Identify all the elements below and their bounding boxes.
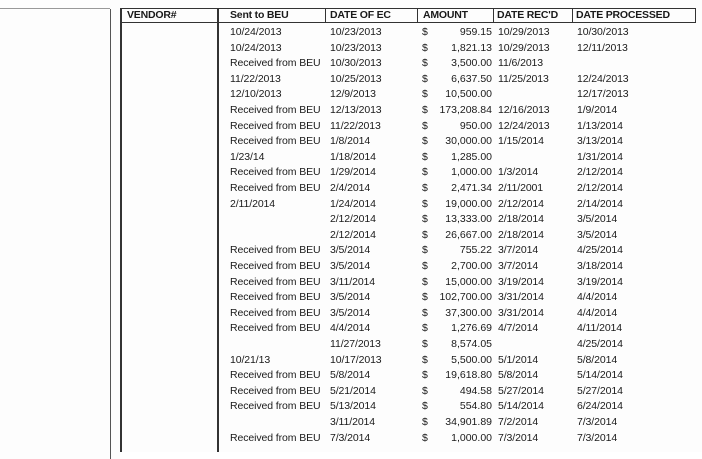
currency-symbol: $	[422, 104, 428, 116]
date-of-ec-cell: 5/21/2014	[330, 385, 376, 397]
page-cut-edge	[120, 452, 702, 459]
sent-to-beu-cell: 12/10/2013	[230, 88, 282, 100]
header-sep-2	[417, 8, 418, 23]
date-of-ec-cell: 3/11/2014	[330, 416, 376, 428]
date-recd-cell: 3/7/2014	[498, 260, 539, 272]
amount-cell: 19,000.00	[445, 198, 492, 210]
sent-to-beu-cell: Received from BEU	[230, 104, 321, 116]
date-recd-cell: 4/7/2014	[498, 322, 539, 334]
date-of-ec-cell: 11/22/2013	[330, 120, 381, 132]
amount-cell: 1,000.00	[451, 166, 492, 178]
date-recd-cell: 11/6/2013	[498, 57, 544, 69]
amount-cell: 1,000.00	[451, 432, 492, 444]
header-sep-5	[695, 8, 696, 23]
date-of-ec-cell: 4/4/2014	[330, 322, 371, 334]
sent-to-beu-cell: Received from BEU	[230, 322, 321, 334]
date-processed-cell: 12/11/2013	[577, 42, 628, 54]
date-processed-cell: 4/25/2014	[577, 244, 623, 256]
top-border-line	[0, 8, 110, 9]
left-border-line	[110, 9, 111, 459]
currency-symbol: $	[422, 369, 428, 381]
date-of-ec-cell: 10/25/2013	[330, 73, 382, 85]
date-of-ec-cell: 3/5/2014	[330, 260, 371, 272]
sent-to-beu-cell: Received from BEU	[230, 260, 321, 272]
date-of-ec-cell: 10/23/2013	[330, 42, 382, 54]
date-recd-cell: 3/19/2014	[498, 276, 544, 288]
date-processed-cell: 3/19/2014	[577, 276, 623, 288]
date-of-ec-cell: 2/12/2014	[330, 229, 376, 241]
amount-cell: 6,637.50	[451, 73, 492, 85]
amount-cell: 102,700.00	[439, 291, 492, 303]
sent-to-beu-cell: 2/11/2014	[230, 198, 276, 210]
date-of-ec-cell: 7/3/2014	[330, 432, 371, 444]
currency-symbol: $	[422, 120, 428, 132]
sent-to-beu-cell: Received from BEU	[230, 291, 321, 303]
sent-to-beu-cell: Received from BEU	[230, 400, 321, 412]
date-processed-cell: 3/18/2014	[577, 260, 623, 272]
header-sent-to-beu: Sent to BEU	[230, 9, 289, 21]
amount-cell: 10,500.00	[445, 88, 492, 100]
currency-symbol: $	[422, 213, 428, 225]
currency-symbol: $	[422, 354, 428, 366]
amount-cell: 15,000.00	[445, 276, 492, 288]
date-of-ec-cell: 11/27/2013	[330, 338, 381, 350]
currency-symbol: $	[422, 57, 428, 69]
header-date-recd: DATE REC'D	[497, 9, 558, 21]
amount-cell: 13,333.00	[445, 213, 492, 225]
date-processed-cell: 2/12/2014	[577, 166, 623, 178]
amount-cell: 494.58	[459, 385, 492, 397]
date-recd-cell: 5/14/2014	[498, 400, 544, 412]
date-recd-cell: 2/11/2001	[498, 182, 544, 194]
date-processed-cell: 7/3/2014	[577, 416, 618, 428]
date-recd-cell: 3/31/2014	[498, 291, 544, 303]
header-amount: AMOUNT	[423, 9, 468, 21]
sent-to-beu-cell: 10/21/13	[230, 354, 271, 366]
amount-cell: 34,901.89	[445, 416, 492, 428]
sent-to-beu-cell: Received from BEU	[230, 182, 321, 194]
currency-symbol: $	[422, 416, 428, 428]
vendor-column-left-line	[120, 9, 122, 459]
date-processed-cell: 1/9/2014	[577, 104, 618, 116]
date-processed-cell: 4/11/2014	[577, 322, 623, 334]
date-recd-cell: 5/8/2014	[498, 369, 539, 381]
date-recd-cell: 3/31/2014	[498, 307, 544, 319]
amount-cell: 2,700.00	[451, 260, 492, 272]
date-recd-cell: 7/3/2014	[498, 432, 539, 444]
date-recd-cell: 2/12/2014	[498, 198, 544, 210]
date-processed-cell: 6/24/2014	[577, 400, 623, 412]
date-recd-cell: 10/29/2013	[498, 42, 550, 54]
amount-cell: 8,574.05	[451, 338, 492, 350]
amount-cell: 19,618.80	[445, 369, 492, 381]
header-sep-4	[572, 8, 573, 23]
date-of-ec-cell: 12/9/2013	[330, 88, 376, 100]
date-processed-cell: 12/17/2013	[577, 88, 629, 100]
date-of-ec-cell: 12/13/2013	[330, 104, 382, 116]
header-date-processed: DATE PROCESSED	[576, 9, 670, 21]
date-processed-cell: 12/24/2013	[577, 73, 629, 85]
currency-symbol: $	[422, 229, 428, 241]
currency-symbol: $	[422, 26, 428, 38]
sent-to-beu-cell: 10/24/2013	[230, 42, 282, 54]
date-of-ec-cell: 3/11/2014	[330, 276, 376, 288]
currency-symbol: $	[422, 338, 428, 350]
date-of-ec-cell: 1/8/2014	[330, 135, 371, 147]
date-of-ec-cell: 3/5/2014	[330, 291, 371, 303]
currency-symbol: $	[422, 88, 428, 100]
currency-symbol: $	[422, 322, 428, 334]
currency-symbol: $	[422, 73, 428, 85]
date-recd-cell: 11/25/2013	[498, 73, 549, 85]
sent-to-beu-cell: Received from BEU	[230, 135, 321, 147]
currency-symbol: $	[422, 166, 428, 178]
amount-cell: 755.22	[459, 244, 492, 256]
date-processed-cell: 10/30/2013	[577, 26, 629, 38]
date-recd-cell: 5/27/2014	[498, 385, 544, 397]
amount-cell: 26,667.00	[445, 229, 492, 241]
sent-to-beu-cell: Received from BEU	[230, 432, 321, 444]
amount-cell: 2,471.34	[451, 182, 492, 194]
date-recd-cell: 10/29/2013	[498, 26, 550, 38]
sent-to-beu-cell: 11/22/2013	[230, 73, 281, 85]
date-processed-cell: 1/13/2014	[577, 120, 623, 132]
date-processed-cell: 4/4/2014	[577, 307, 618, 319]
sent-to-beu-cell: Received from BEU	[230, 307, 321, 319]
sent-to-beu-cell: Received from BEU	[230, 244, 321, 256]
amount-cell: 173,208.84	[439, 104, 492, 116]
sent-to-beu-cell: Received from BEU	[230, 276, 321, 288]
amount-cell: 554.80	[459, 400, 492, 412]
date-processed-cell: 3/13/2014	[577, 135, 623, 147]
date-recd-cell: 1/15/2014	[498, 135, 544, 147]
sent-to-beu-cell: 1/23/14	[230, 151, 265, 163]
date-of-ec-cell: 10/23/2013	[330, 26, 382, 38]
date-recd-cell: 3/7/2014	[498, 244, 539, 256]
amount-cell: 3,500.00	[451, 57, 492, 69]
date-of-ec-cell: 3/5/2014	[330, 307, 371, 319]
date-recd-cell: 2/18/2014	[498, 229, 544, 241]
sent-to-beu-cell: Received from BEU	[230, 120, 321, 132]
date-recd-cell: 12/24/2013	[498, 120, 550, 132]
date-processed-cell: 7/3/2014	[577, 432, 618, 444]
date-of-ec-cell: 1/29/2014	[330, 166, 376, 178]
date-processed-cell: 5/14/2014	[577, 369, 623, 381]
currency-symbol: $	[422, 307, 428, 319]
vendor-column-right-line	[217, 9, 219, 459]
header-sep-3	[493, 8, 494, 23]
date-of-ec-cell: 5/13/2014	[330, 400, 376, 412]
amount-cell: 1,276.69	[451, 322, 492, 334]
currency-symbol: $	[422, 198, 428, 210]
date-processed-cell: 2/12/2014	[577, 182, 623, 194]
header-date-of-ec: DATE OF EC	[330, 9, 391, 21]
currency-symbol: $	[422, 244, 428, 256]
amount-cell: 1,821.13	[451, 42, 492, 54]
date-recd-cell: 5/1/2014	[498, 354, 539, 366]
sent-to-beu-cell: Received from BEU	[230, 369, 321, 381]
date-of-ec-cell: 5/8/2014	[330, 369, 371, 381]
currency-symbol: $	[422, 42, 428, 54]
currency-symbol: $	[422, 182, 428, 194]
sent-to-beu-cell: Received from BEU	[230, 166, 321, 178]
currency-symbol: $	[422, 400, 428, 412]
date-recd-cell: 12/16/2013	[498, 104, 550, 116]
sent-to-beu-cell: Received from BEU	[230, 385, 321, 397]
date-recd-cell: 2/18/2014	[498, 213, 544, 225]
date-of-ec-cell: 1/18/2014	[330, 151, 376, 163]
amount-cell: 959.15	[459, 26, 492, 38]
amount-cell: 5,500.00	[451, 354, 492, 366]
sent-to-beu-cell: Received from BEU	[230, 57, 321, 69]
date-recd-cell: 1/3/2014	[498, 166, 539, 178]
date-processed-cell: 5/27/2014	[577, 385, 623, 397]
date-processed-cell: 3/5/2014	[577, 213, 618, 225]
currency-symbol: $	[422, 151, 428, 163]
date-processed-cell: 4/25/2014	[577, 338, 623, 350]
date-of-ec-cell: 10/17/2013	[330, 354, 382, 366]
date-of-ec-cell: 3/5/2014	[330, 244, 371, 256]
amount-cell: 1,285.00	[451, 151, 492, 163]
currency-symbol: $	[422, 432, 428, 444]
header-bottom-line	[120, 22, 695, 23]
currency-symbol: $	[422, 135, 428, 147]
date-processed-cell: 5/8/2014	[577, 354, 618, 366]
currency-symbol: $	[422, 276, 428, 288]
header-vendor: VENDOR#	[127, 9, 177, 21]
currency-symbol: $	[422, 291, 428, 303]
amount-cell: 30,000.00	[445, 135, 492, 147]
header-sep-1	[325, 8, 326, 23]
date-of-ec-cell: 2/4/2014	[330, 182, 371, 194]
date-of-ec-cell: 10/30/2013	[330, 57, 382, 69]
amount-cell: 37,300.00	[445, 307, 492, 319]
date-processed-cell: 2/14/2014	[577, 198, 623, 210]
date-processed-cell: 4/4/2014	[577, 291, 618, 303]
date-processed-cell: 3/5/2014	[577, 229, 618, 241]
amount-cell: 950.00	[459, 120, 492, 132]
date-processed-cell: 1/31/2014	[577, 151, 623, 163]
currency-symbol: $	[422, 260, 428, 272]
date-recd-cell: 7/2/2014	[498, 416, 539, 428]
date-of-ec-cell: 1/24/2014	[330, 198, 376, 210]
sent-to-beu-cell: 10/24/2013	[230, 26, 282, 38]
currency-symbol: $	[422, 385, 428, 397]
date-of-ec-cell: 2/12/2014	[330, 213, 376, 225]
